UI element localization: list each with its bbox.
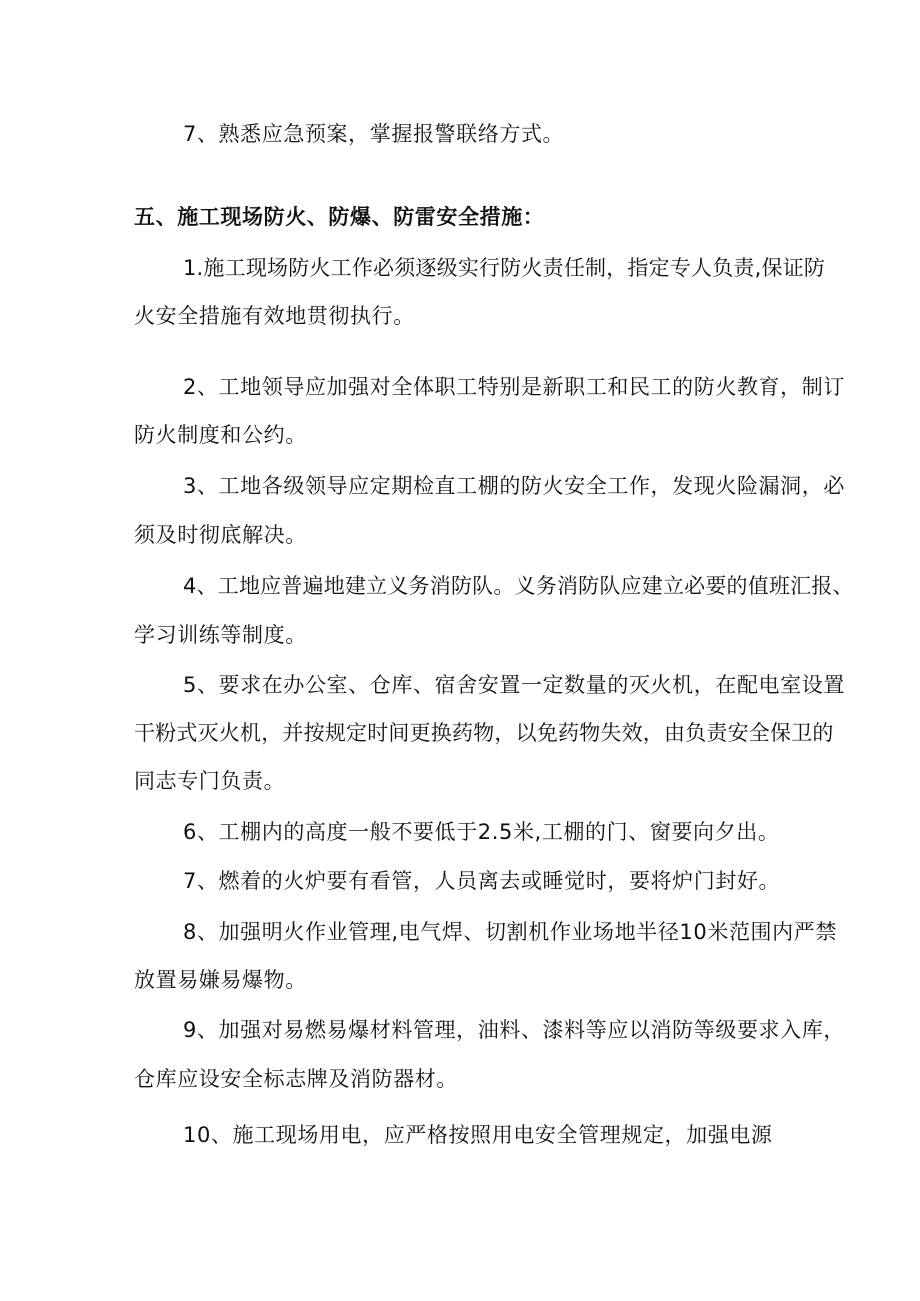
item-1-line-1: 1.施工现场防火工作必须逐级实行防火责任制，指定专人负责,保证防 bbox=[183, 256, 826, 280]
item-3-line-2: 须及时彻底解决。 bbox=[134, 523, 307, 547]
item-4-line-1: 4、工地应普遍地建立义务消防队。义务消防队应建立必要的值班汇报、 bbox=[183, 574, 854, 598]
item-8-line-1: 8、加强明火作业管理,电气焊、切割机作业场地半径10米范围内严禁 bbox=[183, 920, 837, 944]
item-3-line-1: 3、工地各级领导应定期检直工棚的防火安全工作，发现火险漏洞，必 bbox=[183, 474, 845, 498]
item-2-line-2: 防火制度和公约。 bbox=[134, 423, 307, 447]
item-7-emergency-plan: 7、熟悉应急预案，掌握报警联络方式。 bbox=[183, 122, 565, 146]
section-heading-five: 五、施工现场防火、防爆、防雷安全措施： bbox=[134, 205, 545, 229]
item-5-line-3: 同志专门负责。 bbox=[134, 769, 286, 793]
item-8-line-2: 放置易嫌易爆物。 bbox=[134, 968, 307, 992]
item-1-line-2: 火安全措施有效地贯彻执行。 bbox=[134, 304, 415, 328]
item-9-line-1: 9、加强对易燃易爆材料管理，油料、漆料等应以消防等级要求入库， bbox=[183, 1018, 845, 1042]
item-4-line-2: 学习训练等制度。 bbox=[134, 623, 307, 647]
item-5-line-2: 干粉式灭火机，并按规定时间更换药物，以免药物失效，由负责安全保卫的 bbox=[134, 721, 834, 745]
item-2-line-1: 2、工地领导应加强对全体职工特别是新职工和民工的防火教育，制订 bbox=[183, 375, 845, 399]
item-7-stove: 7、燃着的火炉要有看管，人员离去或睡觉时，要将炉门封好。 bbox=[183, 869, 781, 893]
item-9-line-2: 仓库应设安全标志牌及消防器材。 bbox=[134, 1067, 458, 1091]
item-6: 6、工棚内的高度一般不要低于2.5米,工棚的门、窗要向夕出。 bbox=[183, 820, 780, 844]
item-5-line-1: 5、要求在办公室、仓库、宿舍安置一定数量的灭火机，在配电室设置 bbox=[183, 673, 845, 697]
item-10-line-1: 10、施工现场用电，应严格按照用电安全管理规定，加强电源 bbox=[183, 1123, 773, 1147]
